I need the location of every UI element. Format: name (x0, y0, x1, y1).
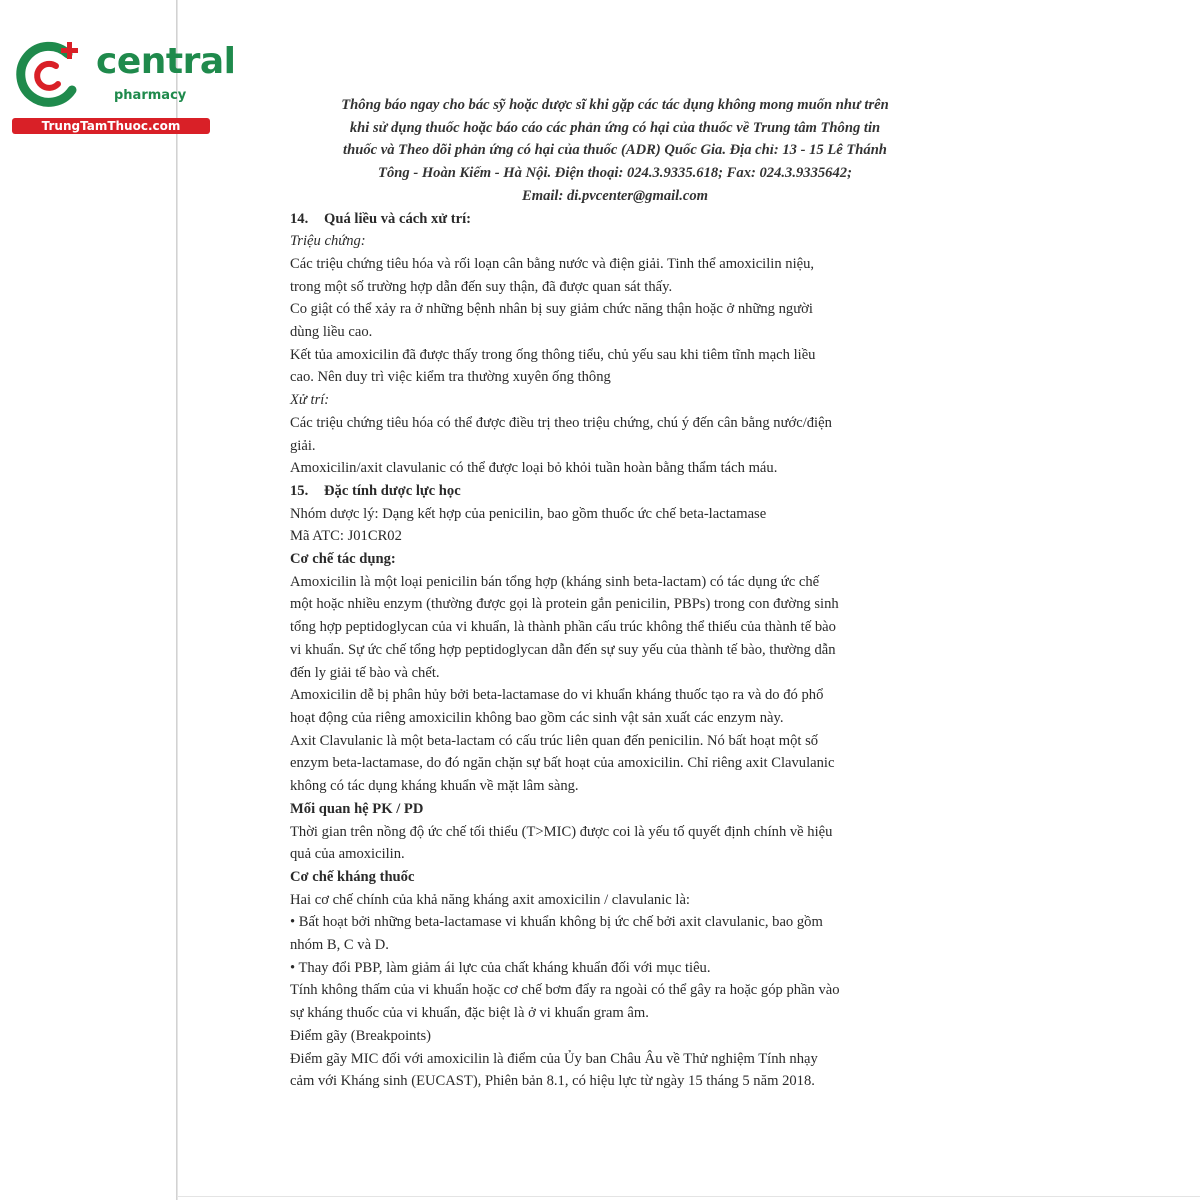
text-line: quả của amoxicilin. (290, 846, 405, 863)
section-15-heading (290, 480, 940, 503)
page-bottom-edge (178, 1196, 1200, 1197)
notice-line: thuốc và Theo dõi phản ứng có hại của thuốc (ADR) Quốc Gia. Địa chỉ: 13 - 15 Lê Thánh (343, 142, 887, 159)
section-number: 15. (290, 482, 309, 499)
document-body (290, 90, 940, 1093)
central-pharmacy-logo[interactable] (10, 38, 236, 138)
section-14-heading (290, 208, 940, 231)
text-line: nhóm B, C và D. (290, 937, 389, 954)
text-line: Các triệu chứng tiêu hóa có thể được điều trị theo triệu chứng, chú ý đến cân bằng nước/điện (290, 414, 832, 431)
text-line: Amoxicilin là một loại penicilin bán tổng hợp (kháng sinh beta-lactam) có tác dụng ức chế (290, 573, 820, 590)
text-line: vi khuẩn. Sự ức chế tổng hợp peptidoglycan dẫn đến sự suy yếu của thành tế bào, thường dẫn (290, 641, 836, 658)
text-line: Điểm gãy MIC đối với amoxicilin là điểm của Ủy ban Châu Âu về Thử nghiệm Tính nhạy (290, 1050, 818, 1067)
text-line: Các triệu chứng tiêu hóa và rối loạn cân bằng nước và điện giải. Tinh thể amoxicilin niệu, (290, 255, 815, 272)
resistance-heading: Cơ chế kháng thuốc (290, 868, 415, 885)
bullet-line: • Thay đổi PBP, làm giảm ái lực của chất kháng khuẩn đối với mục tiêu. (290, 959, 711, 976)
text-line: Nhóm dược lý: Dạng kết hợp của penicilin, bao gồm thuốc ức chế beta-lactamase (290, 505, 767, 522)
treatment-label: Xử trí: (290, 392, 330, 409)
logo-mark-icon (10, 38, 94, 118)
text-line: một hoặc nhiều enzym (thường được gọi là protein gắn penicilin, PBPs) trong con đường sinh (290, 596, 839, 613)
text-line: Amoxicilin dễ bị phân hủy bởi beta-lactamase do vi khuẩn kháng thuốc tạo ra và do đó phổ (290, 687, 824, 704)
text-line: Kết tủa amoxicilin đã được thấy trong ống thông tiểu, chủ yếu sau khi tiêm tĩnh mạch liều (290, 346, 816, 363)
symptoms-label: Triệu chứng: (290, 233, 366, 250)
text-line: Mã ATC: J01CR02 (290, 528, 402, 545)
text-line: hoạt động của riêng amoxicilin không bao gồm các sinh vật sản xuất các enzym này. (290, 709, 784, 726)
mechanism-heading: Cơ chế tác dụng: (290, 551, 396, 568)
text-line: Amoxicilin/axit clavulanic có thể được loại bỏ khỏi tuần hoàn bằng thẩm tách máu. (290, 460, 778, 477)
text-line: giải. (290, 437, 316, 454)
text-line: enzym beta-lactamase, do đó ngăn chặn sự bất hoạt của amoxicilin. Chỉ riêng axit Clavulanic (290, 755, 835, 772)
adr-notice (290, 94, 940, 208)
text-line: dùng liều cao. (290, 324, 373, 341)
text-line: trong một số trường hợp dẫn đến suy thận, đã được quan sát thấy. (290, 278, 673, 295)
logo-sub-text: pharmacy (114, 88, 187, 103)
text-line: Tính không thấm của vi khuẩn hoặc cơ chế bơm đẩy ra ngoài có thể gây ra hoặc góp phần vào (290, 982, 840, 999)
section-title: Quá liều và cách xử trí: (324, 210, 471, 227)
page-edge-shadow (176, 0, 178, 1200)
text-line: cảm với Kháng sinh (EUCAST), Phiên bản 8.1, có hiệu lực từ ngày 15 tháng 5 năm 2018. (290, 1073, 815, 1090)
notice-line: khi sử dụng thuốc hoặc báo cáo các phản ứng có hại của thuốc về Trung tâm Thông tin (349, 119, 881, 136)
page-margin (0, 0, 176, 1200)
text-line: cao. Nên duy trì việc kiểm tra thường xuyên ống thông (290, 369, 611, 386)
text-line: tổng hợp peptidoglycan của vi khuẩn, là thành phần cấu trúc không thể thiếu của thành tế bào (290, 619, 836, 636)
text-line: Thời gian trên nồng độ ức chế tối thiểu (T>MIC) được coi là yếu tố quyết định chính về hiệu (290, 823, 833, 840)
text-line: Axit Clavulanic là một beta-lactam có cấu trúc liên quan đến penicilin. Nó bất hoạt một số (290, 732, 819, 749)
bullet-line: • Bất hoạt bởi những beta-lactamase vi khuẩn không bị ức chế bởi axit clavulanic, bao gồm (290, 914, 823, 931)
text-line: sự kháng thuốc của vi khuẩn, đặc biệt là ở vi khuẩn gram âm. (290, 1005, 649, 1022)
text-line: không có tác dụng kháng khuẩn về mặt lâm sàng. (290, 778, 579, 795)
section-title: Đặc tính dược lực học (324, 482, 461, 499)
logo-website-banner[interactable]: TrungTamThuoc.com (12, 118, 210, 134)
logo-brand-text: central (96, 41, 236, 82)
text-line: Hai cơ chế chính của khả năng kháng axit amoxicilin / clavulanic là: (290, 891, 690, 908)
text-line: Co giật có thể xảy ra ở những bệnh nhân bị suy giảm chức năng thận hoặc ở những người (290, 301, 813, 318)
notice-line: Email: di.pvcenter@gmail.com (521, 187, 709, 204)
breakpoints-label: Điểm gãy (Breakpoints) (290, 1027, 432, 1044)
text-line: đến ly giải tế bào và chết. (290, 664, 440, 681)
notice-line: Thông báo ngay cho bác sỹ hoặc dược sĩ khi gặp các tác dụng không mong muốn như trên (341, 97, 889, 113)
notice-line: Tông - Hoàn Kiếm - Hà Nội. Điện thoại: 024.3.9335.618; Fax: 024.3.9335642; (378, 165, 852, 182)
section-number: 14. (290, 210, 309, 227)
pkpd-heading: Mối quan hệ PK / PD (290, 800, 424, 817)
